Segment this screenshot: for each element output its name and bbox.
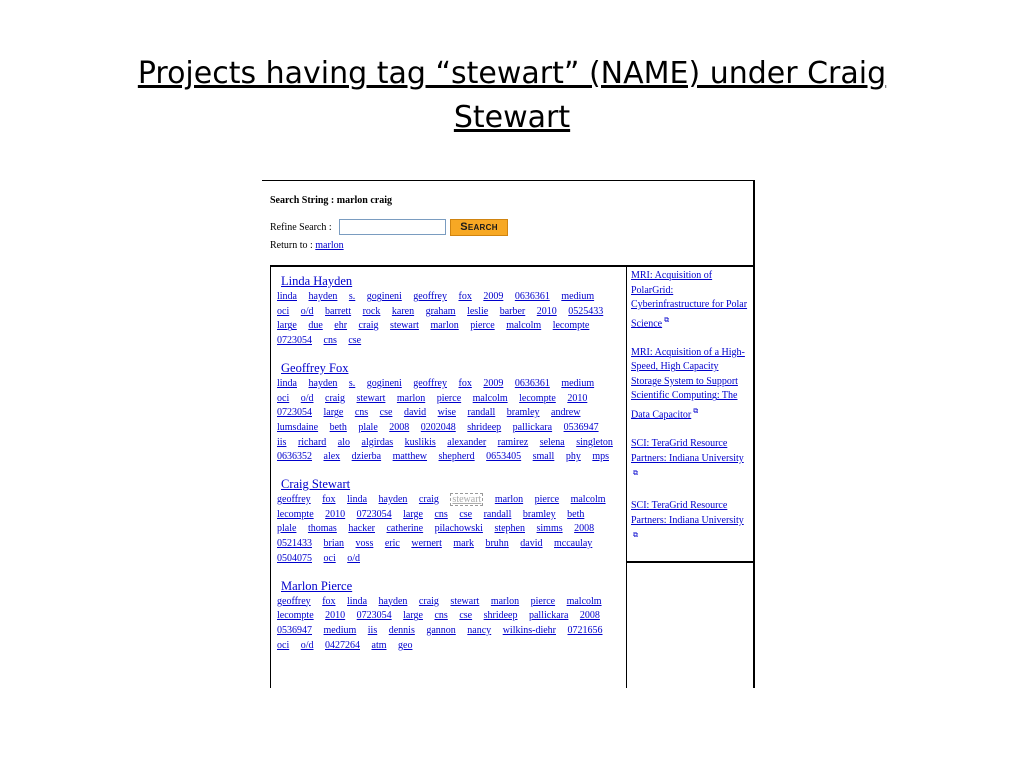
tag-link[interactable]: 2010 — [567, 392, 588, 404]
tag-link[interactable]: thomas — [307, 523, 337, 535]
tag-link[interactable]: oci — [277, 639, 290, 651]
tag-link[interactable]: 0721656 — [567, 624, 603, 636]
tag-link[interactable]: phy — [565, 451, 581, 463]
result-person — [277, 359, 622, 465]
tag-link[interactable]: 2010 — [536, 305, 557, 317]
tag-link[interactable]: malcolm — [570, 494, 606, 506]
person-name-link[interactable]: Geoffrey Fox — [281, 360, 349, 375]
tag-link[interactable]: linda — [277, 377, 297, 389]
tag-link[interactable]: alo — [337, 436, 350, 448]
tag-link[interactable]: 0525433 — [568, 305, 604, 317]
tag-link[interactable]: dennis — [388, 624, 415, 636]
result-person — [277, 272, 622, 349]
tag-link[interactable]: bramley — [522, 508, 556, 520]
tag-link[interactable]: pierce — [534, 494, 560, 506]
result-person — [277, 577, 622, 654]
tag-link[interactable]: fox — [322, 494, 336, 506]
tag-link[interactable]: small — [532, 451, 555, 463]
tag-link[interactable]: oci — [277, 305, 290, 317]
search-button[interactable] — [450, 219, 508, 236]
slide-title — [60, 52, 964, 140]
tag-link[interactable]: 2009 — [483, 377, 504, 389]
tag-link[interactable]: 2009 — [483, 291, 504, 302]
person-name-link[interactable]: Marlon Pierce — [281, 578, 353, 593]
tag-link[interactable]: randall — [483, 508, 512, 520]
column-divider — [626, 266, 627, 688]
tag-link[interactable]: randall — [467, 407, 496, 419]
tag-link[interactable]: david — [520, 538, 543, 550]
tag-link[interactable]: lecompte — [519, 392, 556, 404]
tag-link[interactable]: gogineni — [366, 377, 402, 389]
results-left-border — [270, 266, 271, 688]
tag-link[interactable]: pallickara — [512, 421, 553, 433]
result-person — [277, 475, 622, 567]
tag-link[interactable]: cse — [379, 407, 393, 419]
tag-link[interactable]: 0521433 — [277, 538, 312, 550]
tag-link[interactable]: mark — [453, 538, 474, 550]
tag-link[interactable]: lecompte — [277, 610, 314, 622]
tag-link[interactable]: richard — [297, 436, 327, 448]
tag-link[interactable]: fox — [458, 377, 472, 389]
projects-list — [631, 269, 749, 561]
tag-link[interactable]: brian — [323, 538, 345, 550]
tag-link[interactable]: matthew — [392, 451, 428, 463]
tag-link[interactable]: fox — [458, 291, 472, 302]
tag-link[interactable]: 0536947 — [277, 624, 312, 636]
tag-link[interactable]: ramirez — [497, 436, 529, 448]
tag-link[interactable]: 0723054 — [277, 335, 312, 347]
tag-link[interactable]: hayden — [308, 377, 338, 389]
tag-link[interactable]: dzierba — [351, 451, 382, 463]
tag-link[interactable]: linda — [347, 494, 368, 506]
tag-link[interactable]: beth — [567, 508, 585, 520]
tag-link[interactable]: shepherd — [438, 451, 475, 463]
refine-search-label: Refine Search : — [270, 222, 332, 233]
tag-link[interactable]: 0653405 — [486, 451, 522, 463]
tag-link[interactable]: hacker — [348, 523, 375, 535]
tag-link[interactable]: fox — [322, 595, 336, 607]
tag-link[interactable]: s. — [348, 291, 356, 302]
tag-link[interactable]: oci — [323, 552, 336, 564]
tag-link[interactable]: nancy — [467, 624, 492, 636]
tag-link[interactable]: algirdas — [361, 436, 394, 448]
project-link[interactable] — [631, 346, 749, 423]
tag-link[interactable]: cns — [434, 508, 448, 520]
tag-link[interactable]: craig — [418, 595, 439, 607]
search-button-label: Search — [460, 221, 498, 233]
external-link-icon: ⧉ — [633, 469, 638, 478]
tag-link[interactable]: lecompte — [277, 508, 314, 520]
tag-link[interactable]: catherine — [386, 523, 424, 535]
tag-link[interactable]: large — [403, 610, 423, 622]
results-divider — [270, 265, 754, 267]
tag-link[interactable]: cns — [434, 610, 448, 622]
tag-link[interactable]: stewart — [356, 392, 386, 404]
tag-link[interactable]: iis — [277, 436, 287, 448]
tag-link[interactable]: 0636361 — [514, 377, 550, 389]
tag-link[interactable]: s. — [348, 377, 356, 389]
return-row — [270, 240, 344, 251]
project-link[interactable] — [631, 269, 749, 332]
tag-link[interactable]: 2008 — [389, 421, 410, 433]
tag-link[interactable]: david — [403, 407, 427, 419]
tag-link[interactable]: simms — [536, 523, 563, 535]
project-title: MRI: Acquisition of a High-Speed, High Capacity Storage System to Support Scientific Computing: The Data Capacitor — [631, 346, 745, 421]
tag-link[interactable]: hayden — [378, 595, 408, 607]
return-link[interactable]: marlon — [315, 240, 344, 251]
tag-link[interactable]: medium — [561, 377, 595, 389]
tag-list — [277, 595, 622, 654]
tag-link[interactable]: geoffrey — [277, 595, 311, 607]
search-results-screenshot — [262, 180, 755, 688]
tag-link[interactable]: cns — [354, 407, 369, 419]
tag-link[interactable]: linda — [347, 595, 368, 607]
tag-link[interactable]: hayden — [308, 291, 338, 302]
right-border — [753, 180, 755, 688]
tag-link[interactable]: marlon — [430, 320, 459, 332]
tag-link[interactable]: selena — [539, 436, 565, 448]
tag-link[interactable]: barber — [499, 305, 526, 317]
tag-link[interactable]: pierce — [470, 320, 495, 332]
tag-link[interactable]: lumsdaine — [277, 421, 319, 433]
tag-link[interactable]: 0636352 — [277, 451, 312, 463]
projects-bottom-border — [626, 561, 754, 563]
tag-link[interactable]: craig — [358, 320, 379, 332]
tag-link[interactable]: leslie — [467, 305, 489, 317]
tag-link[interactable]: 0723054 — [277, 407, 312, 419]
tag-link[interactable]: geo — [398, 639, 413, 651]
person-name-link[interactable]: Linda Hayden — [281, 274, 353, 288]
tag-link[interactable]: iis — [367, 624, 378, 636]
tag-link[interactable]: geoffrey — [277, 494, 311, 506]
tag-link[interactable]: geoffrey — [413, 291, 447, 302]
tag-link[interactable]: craig — [325, 392, 345, 404]
tag-link[interactable]: medium — [323, 624, 357, 636]
results-list — [277, 272, 622, 663]
tag-link[interactable]: marlon — [494, 494, 524, 506]
tag-link[interactable]: large — [323, 407, 344, 419]
slide-title-line-1: Projects having tag “stewart” (NAME) under Craig — [137, 56, 887, 91]
tag-link[interactable]: cns — [323, 335, 337, 347]
tag-link[interactable]: 0636361 — [514, 291, 550, 302]
tag-list — [277, 493, 622, 567]
tag-link[interactable]: linda — [277, 291, 297, 302]
tag-link[interactable]: stephen — [494, 523, 525, 535]
project-title: SCI: TeraGrid Resource Partners: Indiana University — [631, 500, 744, 526]
tag-link[interactable]: shrideep — [483, 610, 518, 622]
tag-link[interactable]: 0427264 — [325, 639, 360, 651]
tag-link[interactable]: kuslikis — [404, 436, 436, 448]
tag-link[interactable]: stewart — [450, 595, 480, 607]
tag-link[interactable]: 0504075 — [277, 552, 312, 564]
tag-link[interactable]: beth — [329, 421, 347, 433]
tag-link[interactable]: 2010 — [325, 610, 346, 622]
tag-link[interactable]: gogineni — [366, 291, 402, 302]
tag-link[interactable]: o/d — [300, 392, 314, 404]
tag-list — [277, 290, 622, 349]
tag-link[interactable]: graham — [425, 305, 456, 317]
tag-link[interactable]: cse — [459, 610, 473, 622]
current-tag[interactable]: stewart — [452, 494, 482, 506]
tag-list — [277, 377, 622, 465]
tag-link[interactable]: large — [277, 320, 297, 332]
tag-link[interactable]: mccaulay — [554, 538, 593, 550]
tag-link[interactable]: shrideep — [467, 421, 502, 433]
tag-link[interactable]: o/d — [300, 639, 314, 651]
tag-link[interactable]: rock — [362, 305, 381, 317]
tag-link[interactable]: voss — [355, 538, 374, 550]
tag-link[interactable]: bramley — [506, 407, 540, 419]
tag-link[interactable]: 0536947 — [563, 421, 599, 433]
tag-link[interactable]: hayden — [378, 494, 408, 506]
tag-link[interactable]: oci — [277, 392, 290, 404]
project-link[interactable] — [631, 499, 749, 547]
external-link-icon: ⧉ — [693, 407, 699, 416]
tag-link[interactable]: cse — [459, 508, 473, 520]
tag-link[interactable]: o/d — [300, 305, 314, 317]
tag-link[interactable]: plale — [277, 523, 297, 535]
tag-link[interactable]: malcolm — [472, 392, 508, 404]
tag-link[interactable]: stewart — [390, 320, 419, 332]
external-link-icon: ⧉ — [633, 531, 638, 540]
tag-link[interactable]: wilkins-diehr — [502, 624, 557, 636]
tag-link[interactable]: eric — [384, 538, 400, 550]
tag-link[interactable]: ehr — [334, 320, 348, 332]
tag-link[interactable]: lecompte — [552, 320, 590, 332]
tag-link[interactable]: marlon — [490, 595, 520, 607]
tag-link[interactable]: karen — [391, 305, 415, 317]
tag-link[interactable]: large — [403, 508, 423, 520]
top-border — [262, 180, 754, 181]
tag-link[interactable]: marlon — [396, 392, 426, 404]
external-link-icon: ⧉ — [664, 315, 670, 324]
refine-search-input[interactable] — [339, 219, 446, 235]
project-link[interactable] — [631, 437, 749, 485]
tag-link[interactable]: singleton — [576, 436, 613, 448]
tag-link[interactable]: geoffrey — [413, 377, 447, 389]
tag-link[interactable]: o/d — [347, 552, 360, 564]
tag-link[interactable]: 2010 — [325, 508, 346, 520]
return-label: Return to : — [270, 240, 313, 251]
tag-link[interactable]: gannon — [426, 624, 456, 636]
tag-link[interactable]: 0202048 — [420, 421, 456, 433]
tag-link[interactable]: cse — [348, 335, 362, 347]
tag-link[interactable]: wernert — [411, 538, 442, 550]
search-string-label: Search String : marlon craig — [270, 195, 393, 206]
tag-link[interactable]: 0723054 — [356, 610, 392, 622]
tag-link[interactable]: due — [308, 320, 323, 332]
tag-link[interactable]: andrew — [551, 407, 581, 419]
tag-link[interactable]: 0723054 — [356, 508, 392, 520]
tag-link[interactable]: medium — [561, 291, 595, 302]
tag-link[interactable]: pierce — [530, 595, 556, 607]
tag-link[interactable]: plale — [358, 421, 378, 433]
tag-link[interactable]: craig — [418, 494, 439, 506]
project-title: SCI: TeraGrid Resource Partners: Indiana University — [631, 438, 744, 464]
person-name-link[interactable]: Craig Stewart — [281, 477, 351, 492]
tag-link[interactable]: 2008 — [579, 610, 600, 622]
tag-link[interactable]: pallickara — [528, 610, 569, 622]
tag-link[interactable]: wise — [437, 407, 456, 419]
project-title: MRI: Acquisition of PolarGrid: Cyberinfrastructure for Polar Science — [631, 270, 748, 330]
tag-link[interactable]: mps — [592, 451, 609, 463]
tag-link[interactable]: barrett — [325, 305, 352, 317]
tag-link[interactable]: pierce — [436, 392, 462, 404]
tag-link[interactable]: malcolm — [566, 595, 602, 607]
tag-link[interactable]: pilachowski — [434, 523, 483, 535]
tag-link[interactable]: alex — [323, 451, 341, 463]
tag-link[interactable]: bruhn — [485, 538, 509, 550]
tag-link[interactable]: malcolm — [506, 320, 542, 332]
tag-link[interactable]: atm — [371, 639, 387, 651]
tag-link[interactable]: alexander — [447, 436, 487, 448]
slide-title-line-2: Stewart — [453, 100, 571, 135]
tag-link[interactable]: 2008 — [574, 523, 595, 535]
